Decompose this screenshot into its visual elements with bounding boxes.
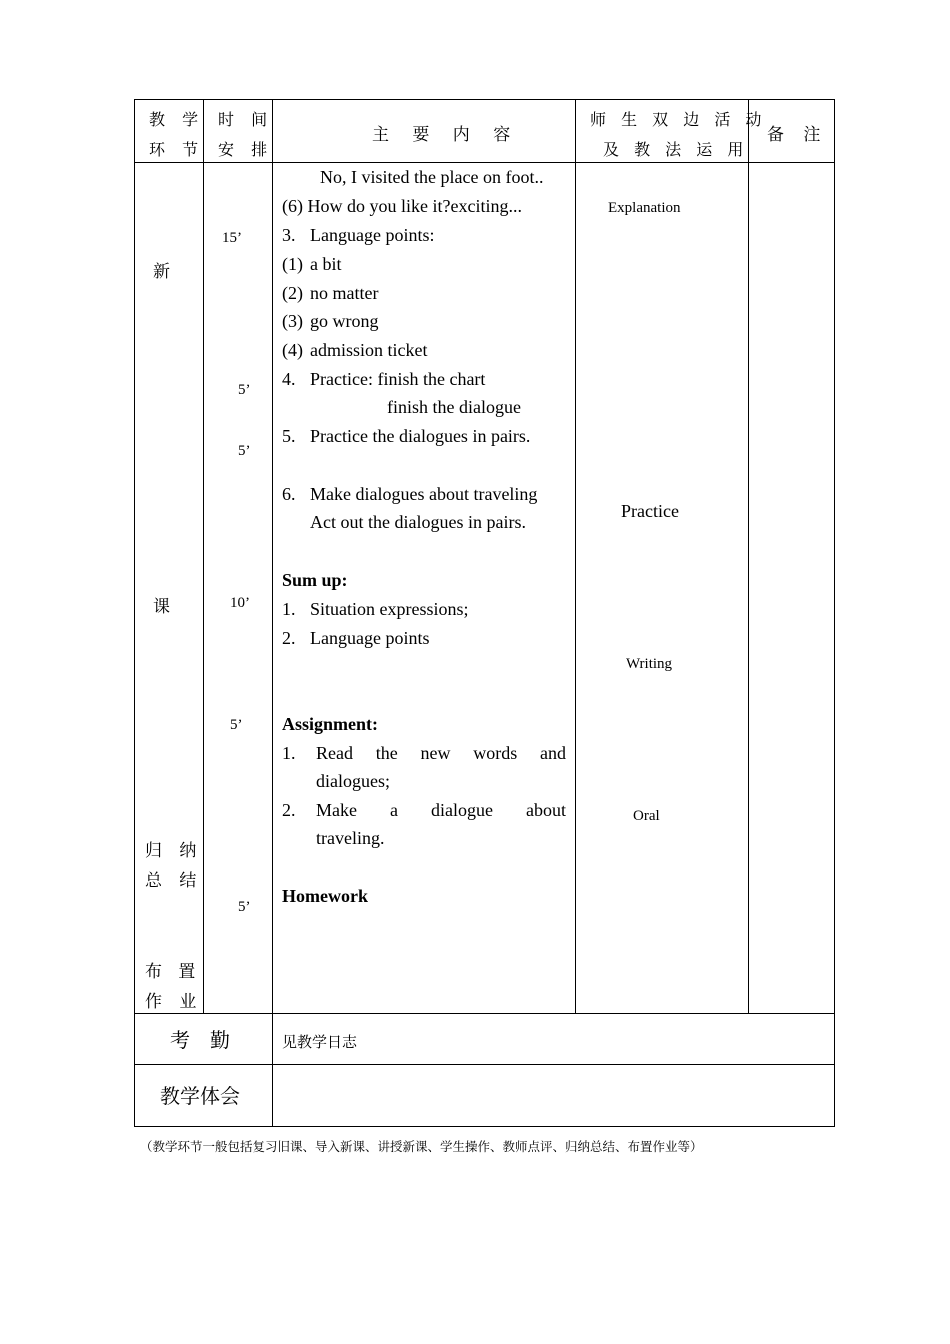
header-stage-2: 环 节 bbox=[149, 140, 205, 159]
table-body-bottom bbox=[134, 1013, 835, 1014]
footnote: （教学环节一般包括复习旧课、导入新课、讲授新课、学生操作、教师点评、归纳总结、布置作业等） bbox=[140, 1139, 703, 1154]
stage-ke: 课 bbox=[153, 597, 170, 617]
assignment-2-word: about bbox=[525, 800, 566, 820]
sum-up-1: Situation expressions; bbox=[310, 599, 469, 619]
homework-heading: Homework bbox=[282, 886, 368, 906]
sum-up-1-num: 1. bbox=[282, 599, 296, 619]
sum-up-2: Language points bbox=[310, 628, 430, 648]
content-line-8: Practice: finish the chart bbox=[310, 369, 486, 389]
time-3: 5’ bbox=[238, 443, 251, 459]
content-line-5-num: (2) bbox=[282, 283, 303, 303]
method-writing: Writing bbox=[626, 656, 673, 672]
assignment-1-line bbox=[316, 743, 566, 764]
reflection-label: 教学体会 bbox=[160, 1084, 240, 1108]
assignment-2-num: 2. bbox=[282, 800, 296, 820]
stage-homework-2: 作 业 bbox=[145, 992, 203, 1012]
sum-up-2-num: 2. bbox=[282, 628, 296, 648]
table-border-right bbox=[834, 99, 835, 1127]
content-line-3: Language points: bbox=[310, 225, 435, 245]
assignment-2-line bbox=[316, 800, 566, 821]
time-6: 5’ bbox=[238, 899, 251, 915]
content-line-4: a bit bbox=[310, 254, 342, 274]
assignment-2-word: a bbox=[389, 800, 398, 820]
time-2: 5’ bbox=[238, 382, 251, 398]
header-activity-2: 及 教 法 运 用 bbox=[603, 140, 749, 159]
table-border-bottom bbox=[134, 1126, 835, 1127]
method-oral: Oral bbox=[633, 808, 660, 824]
attendance-value: 见教学日志 bbox=[282, 1033, 358, 1051]
assignment-heading: Assignment: bbox=[282, 714, 379, 734]
assignment-1-word: the bbox=[375, 743, 398, 763]
table-border-left bbox=[134, 99, 135, 1127]
content-line-8-num: 4. bbox=[282, 369, 296, 389]
assignment-2-cont: traveling. bbox=[316, 828, 385, 848]
content-line-7-num: (4) bbox=[282, 340, 303, 360]
header-notes: 备 注 bbox=[767, 125, 828, 145]
content-line-4-num: (1) bbox=[282, 254, 303, 274]
header-stage: 教 学 bbox=[149, 110, 205, 129]
assignment-2-word: dialogue bbox=[430, 800, 493, 820]
content-line-1: No, I visited the place on foot.. bbox=[320, 167, 544, 187]
content-line-10-num: 5. bbox=[282, 426, 296, 446]
header-time-2: 安 排 bbox=[218, 140, 274, 159]
stage-homework: 布 置 bbox=[145, 962, 196, 982]
header-time: 时 间 bbox=[218, 110, 274, 129]
attendance-label: 考 勤 bbox=[170, 1028, 230, 1052]
content-line-11-num: 6. bbox=[282, 484, 296, 504]
stage-xin: 新 bbox=[153, 262, 170, 282]
table-attendance-bottom bbox=[134, 1064, 835, 1065]
content-line-11: Make dialogues about traveling bbox=[310, 484, 538, 504]
method-practice: Practice bbox=[621, 501, 679, 521]
table-border-top bbox=[134, 99, 835, 100]
col-divider-1 bbox=[203, 99, 204, 1014]
content-line-2: (6) How do you like it?exciting... bbox=[282, 196, 522, 216]
header-activity: 师 生 双 边 活 动 bbox=[590, 110, 767, 129]
content-line-12: Act out the dialogues in pairs. bbox=[310, 512, 526, 532]
assignment-1-num: 1. bbox=[282, 743, 296, 763]
time-5: 5’ bbox=[230, 717, 243, 733]
content-line-6: go wrong bbox=[310, 311, 379, 331]
content-line-9: finish the dialogue bbox=[387, 397, 521, 417]
content-line-6-num: (3) bbox=[282, 311, 303, 331]
assignment-1-word: Read bbox=[316, 743, 353, 763]
content-line-10: Practice the dialogues in pairs. bbox=[310, 426, 531, 446]
content-line-7: admission ticket bbox=[310, 340, 428, 360]
stage-summary-2: 总 结 bbox=[145, 871, 203, 891]
time-4: 10’ bbox=[230, 595, 250, 611]
method-explanation: Explanation bbox=[608, 200, 681, 216]
assignment-1-word: new bbox=[420, 743, 451, 763]
sum-up-heading: Sum up: bbox=[282, 570, 348, 590]
content-line-3-num: 3. bbox=[282, 225, 296, 245]
content-line-5: no matter bbox=[310, 283, 379, 303]
col-divider-3 bbox=[575, 99, 576, 1014]
assignment-1-word: words bbox=[473, 743, 518, 763]
time-1: 15’ bbox=[222, 230, 242, 246]
table-header-bottom bbox=[134, 162, 835, 163]
col-divider-4 bbox=[748, 99, 749, 1014]
assignment-2-word: Make bbox=[316, 800, 357, 820]
assignment-1-word: and bbox=[539, 743, 566, 763]
assignment-1-cont: dialogues; bbox=[316, 771, 390, 791]
col-divider-2 bbox=[272, 99, 273, 1127]
stage-summary: 归 纳 bbox=[145, 841, 203, 861]
header-content: 主 要 内 容 bbox=[372, 125, 520, 145]
